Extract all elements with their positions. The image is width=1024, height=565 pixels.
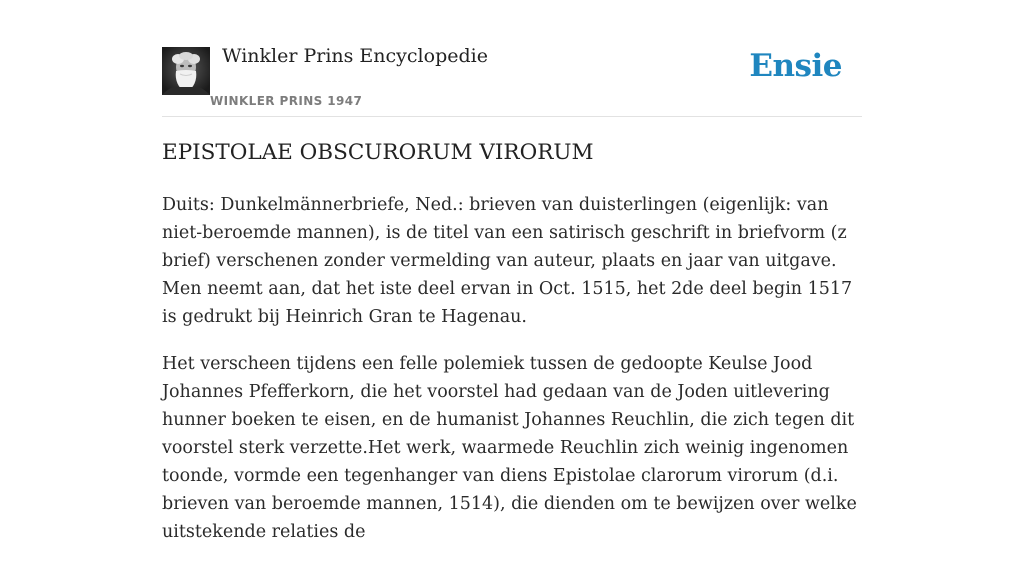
source-title[interactable]: Winkler Prins Encyclopedie (222, 45, 488, 67)
content-container (162, 0, 862, 542)
article-paragraph: Het verscheen tijdens een felle polemiek tussen de gedoopte Keulse Jood Johannes Pfefferkorn, die het voorstel had gedaan van de Joden uitlevering hunner boeken te eisen, en de humanist Johannes Reuchlin, die zich tegen dit voorstel sterk verzette.Het werk, waarmede Reuchlin zich weinig ingenomen toonde, vormde een tegenhanger van diens Epistolae clarorum virorum (d.i. brieven van beroemde mannen, 1514), die dienden om te bewijzen over welke uitstekende relaties de (162, 354, 857, 542)
source-subtitle[interactable]: WINKLER PRINS 1947 (210, 94, 363, 108)
bearded-man-portrait-icon (162, 47, 210, 95)
author-avatar[interactable] (162, 47, 210, 95)
article-body (162, 191, 862, 565)
article-paragraph: Duits: Dunkelmännerbriefe, Ned.: brieven van duisterlingen (eigenlijk: van niet-beroemde mannen), is de titel van een satirisch geschrift in briefvorm (z brief) verschenen zonder vermelding van auteur, plaats en jaar van uitgave. Men neemt aan, dat het iste deel ervan in Oct. 1515, het 2de deel begin 1517 is gedrukt bij Heinrich Gran te Hagenau. (162, 195, 853, 327)
brand-logo[interactable]: Ensie (749, 48, 842, 84)
header (162, 0, 862, 117)
article-title: EPISTOLAE OBSCURORUM VIRORUM (162, 140, 594, 165)
